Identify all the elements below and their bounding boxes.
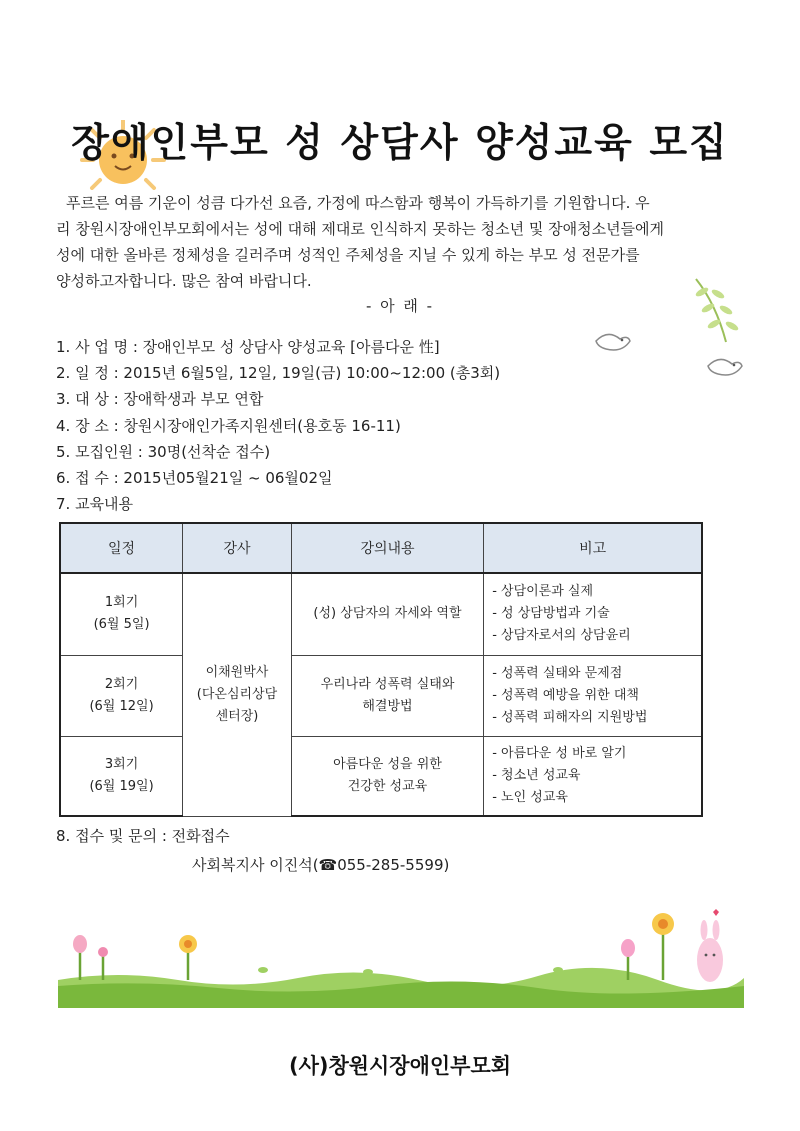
content-line: (성) 상담자의 자세와 역할 bbox=[313, 606, 462, 622]
detail-item-curriculum: 7. 교육내용 bbox=[56, 495, 134, 513]
note-line: - 성폭력 실태와 문제점 bbox=[492, 665, 623, 681]
intro-paragraph bbox=[56, 190, 744, 294]
note-line: - 성폭력 피해자의 지원방법 bbox=[492, 709, 648, 725]
note-line: - 상담자로서의 상담윤리 bbox=[492, 628, 631, 644]
table-row bbox=[60, 573, 702, 655]
flower-meadow-illustration bbox=[58, 900, 744, 1010]
detail-item-recruit: 5. 모집인원 : 30명(선착순 접수) bbox=[56, 443, 271, 461]
content-cell bbox=[291, 573, 483, 655]
session-date: (6월 12일) bbox=[89, 698, 154, 714]
content-line: 아름다운 성을 위한 bbox=[333, 756, 442, 772]
table-row bbox=[60, 736, 702, 816]
intro-line: 리 창원시장애인부모회에서는 성에 대해 제대로 인식하지 못하는 청소년 및 장애청소년들에게 bbox=[56, 220, 665, 238]
content-cell bbox=[291, 655, 483, 736]
note-line: - 아름다운 성 바로 알기 bbox=[492, 745, 627, 761]
page-title: 장애인부모 성 상담사 양성교육 모집 bbox=[71, 121, 729, 166]
intro-line: 성에 대한 올바른 정체성을 길러주며 성적인 주체성을 지닐 수 있게 하는 부모 성 전문가를 bbox=[56, 246, 640, 264]
session-cell bbox=[60, 655, 183, 736]
content-line: 해결방법 bbox=[362, 698, 413, 714]
contact-info bbox=[56, 822, 449, 880]
contact-phone: 사회복지사 이진석(☎055-285-5599) bbox=[192, 856, 450, 874]
column-header: 비고 bbox=[484, 523, 702, 573]
content-cell bbox=[291, 736, 483, 816]
detail-item-application: 6. 접 수 : 2015년05월21일 ~ 06월02일 bbox=[56, 469, 333, 487]
session-cell bbox=[60, 736, 183, 816]
bird-icon bbox=[704, 352, 744, 380]
session-label: 2회기 bbox=[104, 676, 139, 692]
bird-icon bbox=[592, 327, 632, 355]
content-line: 우리나라 성폭력 실태와 bbox=[320, 676, 455, 692]
notes-cell bbox=[484, 655, 702, 736]
column-header: 일정 bbox=[60, 523, 183, 573]
intro-line: 푸르른 여름 기운이 성큼 다가선 요즘, 가정에 따스함과 행복이 가득하기를 기원합니다. 우 bbox=[66, 194, 650, 212]
column-header: 강의내용 bbox=[291, 523, 483, 573]
note-line: - 청소년 성교육 bbox=[492, 767, 581, 783]
table-row bbox=[60, 655, 702, 736]
curriculum-table bbox=[59, 522, 703, 817]
table-header-row bbox=[60, 523, 702, 573]
note-line: - 노인 성교육 bbox=[492, 789, 568, 805]
organization-name: (사)창원시장애인부모회 bbox=[288, 1054, 512, 1078]
detail-item-program: 1. 사 업 명 : 장애인부모 성 상담사 양성교육 [아름다운 性] bbox=[56, 338, 440, 356]
lecturer-line: 센터장) bbox=[215, 708, 259, 724]
session-date: (6월 19일) bbox=[89, 778, 154, 794]
section-divider-label: - 아 래 - bbox=[365, 297, 435, 315]
notes-cell bbox=[484, 736, 702, 816]
contact-line: 8. 접수 및 문의 : 전화접수 bbox=[56, 827, 230, 845]
note-line: - 상담이론과 실제 bbox=[492, 584, 594, 600]
detail-item-location: 4. 장 소 : 창원시장애인가족지원센터(용호동 16-11) bbox=[56, 417, 401, 435]
lecturer-line: 이채원박사 bbox=[205, 664, 269, 680]
content-line: 건강한 성교육 bbox=[347, 778, 428, 794]
lecturer-cell bbox=[183, 573, 292, 816]
session-date: (6월 5일) bbox=[93, 617, 150, 633]
note-line: - 성폭력 예방을 위한 대책 bbox=[492, 687, 639, 703]
session-label: 3회기 bbox=[104, 756, 139, 772]
intro-line: 양성하고자합니다. 많은 참여 바랍니다. bbox=[56, 272, 312, 290]
lecturer-line: (다온심리상담 bbox=[196, 686, 278, 702]
note-line: - 성 상담방법과 기술 bbox=[492, 606, 610, 622]
session-label: 1회기 bbox=[104, 595, 139, 611]
column-header: 강사 bbox=[183, 523, 292, 573]
notes-cell bbox=[484, 573, 702, 655]
detail-item-schedule: 2. 일 정 : 2015년 6월5일, 12일, 19일(금) 10:00~12:00 (총3회) bbox=[56, 364, 501, 382]
detail-item-target: 3. 대 상 : 장애학생과 부모 연합 bbox=[56, 390, 264, 408]
session-cell bbox=[60, 573, 183, 655]
